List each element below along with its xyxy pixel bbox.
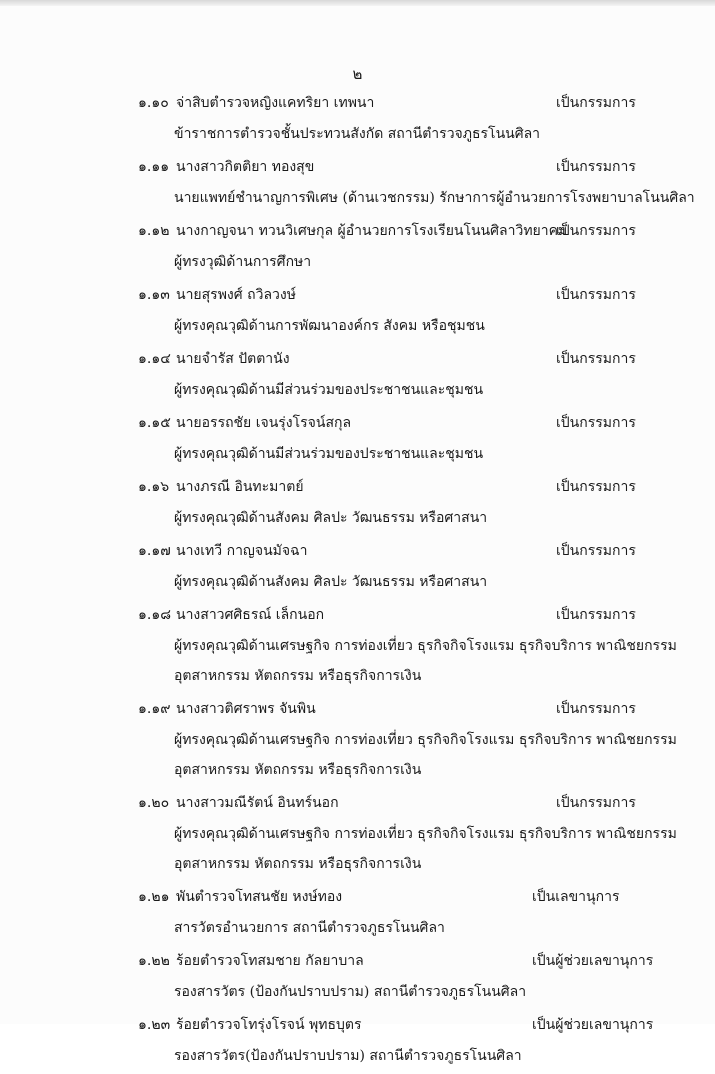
member-name: พันตำรวจโทสนชัย หงษ์ทอง xyxy=(176,889,343,905)
member-description: ผู้ทรงคุณวุฒิด้านเศรษฐกิจ การท่องเที่ยว ธุรกิจกิจโรงแรม ธุรกิจบริการ พาณิชยกรรม xyxy=(174,826,677,842)
member-role: เป็นกรรมการ xyxy=(556,159,636,175)
member-description: นายแพทย์ชำนาญการพิเศษ (ด้านเวชกรรม) รักษาการผู้อำนวยการโรงพยาบาลโนนศิลา xyxy=(174,190,695,206)
member-description: อุตสาหกรรม หัตถกรรม หรือธุรกิจการเงิน xyxy=(174,762,422,778)
member-role: เป็นกรรมการ xyxy=(556,95,636,111)
committee-member-entry xyxy=(0,536,715,597)
member-row xyxy=(0,152,715,183)
member-name: นายอรรถชัย เจนรุ่งโรจน์สกุล xyxy=(176,415,352,431)
member-description: ผู้ทรงคุณวุฒิด้านเศรษฐกิจ การท่องเที่ยว ธุรกิจกิจโรงแรม ธุรกิจบริการ พาณิชยกรรม xyxy=(174,732,677,748)
member-description: อุตสาหกรรม หัตถกรรม หรือธุรกิจการเงิน xyxy=(174,668,422,684)
member-role: เป็นกรรมการ xyxy=(556,543,636,559)
committee-member-entry xyxy=(0,408,715,469)
item-number: ๑.๑๒ xyxy=(138,223,170,239)
member-name: นางกาญจนา ทวนวิเศษกุล ผู้อำนวยการโรงเรียนโนนศิลาวิทยาคม xyxy=(176,223,568,239)
member-name: นางสาวศศิธรณ์ เล็กนอก xyxy=(176,607,325,623)
item-number: ๑.๑๘ xyxy=(138,607,172,623)
member-row xyxy=(0,216,715,247)
member-name: นางสาวมณีรัตน์ อินทร์นอก xyxy=(176,795,339,811)
member-description: อุตสาหกรรม หัตถกรรม หรือธุรกิจการเงิน xyxy=(174,856,422,872)
committee-member-entry xyxy=(0,280,715,341)
page-number: ๒ xyxy=(352,65,363,83)
member-role: เป็นกรรมการ xyxy=(556,607,636,623)
item-number: ๑.๑๗ xyxy=(138,543,171,559)
member-role: เป็นกรรมการ xyxy=(556,701,636,717)
item-number: ๑.๑๖ xyxy=(138,479,170,495)
member-role: เป็นกรรมการ xyxy=(556,795,636,811)
member-role: เป็นกรรมการ xyxy=(556,223,636,239)
member-description: รองสารวัตร(ป้องกันปราบปราม) สถานีตำรวจภูธรโนนศิลา xyxy=(174,1048,522,1064)
item-number: ๑.๒๓ xyxy=(138,1017,171,1033)
member-name: ร้อยตำรวจโทสมชาย กัลยาบาล xyxy=(176,953,364,969)
member-description: รองสารวัตร (ป้องกันปราบปราม) สถานีตำรวจภูธรโนนศิลา xyxy=(174,984,527,1000)
member-name: นายสุรพงศ์ ถวิลวงษ์ xyxy=(176,287,296,303)
committee-member-entry xyxy=(0,600,715,691)
member-row xyxy=(0,472,715,503)
scan-top-edge xyxy=(0,0,715,6)
item-number: ๑.๒๑ xyxy=(138,889,170,905)
committee-member-entry xyxy=(0,882,715,943)
member-role: เป็นผู้ช่วยเลขานุการ xyxy=(532,1017,654,1033)
committee-member-entry xyxy=(0,472,715,533)
member-role: เป็นเลขานุการ xyxy=(532,889,620,905)
member-name: นางสาวกิตติยา ทองสุข xyxy=(176,159,315,175)
member-role: เป็นกรรมการ xyxy=(556,415,636,431)
member-row xyxy=(0,694,715,725)
member-row xyxy=(0,1010,715,1041)
committee-member-entry xyxy=(0,694,715,785)
member-name: นางภรณี อินทะมาตย์ xyxy=(176,479,304,495)
member-description: ผู้ทรงคุณวุฒิด้านมีส่วนร่วมของประชาชนและชุมชน xyxy=(174,382,484,398)
committee-member-entry xyxy=(0,1010,715,1071)
member-row xyxy=(0,344,715,375)
member-role: เป็นกรรมการ xyxy=(556,479,636,495)
member-description: ข้าราชการตำรวจชั้นประทวนสังกัด สถานีตำรวจภูธรโนนศิลา xyxy=(174,126,541,142)
member-role: เป็นผู้ช่วยเลขานุการ xyxy=(532,953,654,969)
member-row xyxy=(0,88,715,119)
member-name: ร้อยตำรวจโทรุ่งโรจน์ พุทธบุตร xyxy=(176,1017,362,1033)
member-row xyxy=(0,882,715,913)
member-role: เป็นกรรมการ xyxy=(556,351,636,367)
member-row xyxy=(0,788,715,819)
item-number: ๑.๑๐ xyxy=(138,95,169,111)
committee-member-entry xyxy=(0,88,715,149)
member-row xyxy=(0,600,715,631)
member-description: ผู้ทรงคุณวุฒิด้านสังคม ศิลปะ วัฒนธรรม หรือศาสนา xyxy=(174,510,488,526)
member-description: ผู้ทรงคุณวุฒิด้านสังคม ศิลปะ วัฒนธรรม หรือศาสนา xyxy=(174,574,488,590)
item-number: ๑.๑๓ xyxy=(138,287,170,303)
member-name: นางสาวติศราพร จันพิน xyxy=(176,701,316,717)
committee-member-entry xyxy=(0,946,715,1007)
committee-member-list xyxy=(0,88,715,1074)
member-row xyxy=(0,536,715,567)
item-number: ๑.๒๒ xyxy=(138,953,170,969)
member-name: นางเทวี กาญจนมัจฉา xyxy=(176,543,308,559)
committee-member-entry xyxy=(0,788,715,879)
member-role: เป็นกรรมการ xyxy=(556,287,636,303)
member-description: ผู้ทรงคุณวุฒิด้านมีส่วนร่วมของประชาชนและชุมชน xyxy=(174,446,484,462)
item-number: ๑.๑๔ xyxy=(138,351,171,367)
committee-member-entry xyxy=(0,152,715,213)
item-number: ๑.๑๑ xyxy=(138,159,170,175)
member-description: ผู้ทรงวุฒิด้านการศึกษา xyxy=(174,254,312,270)
member-description: สารวัตรอำนวยการ สถานีตำรวจภูธรโนนศิลา xyxy=(174,920,445,936)
item-number: ๑.๑๙ xyxy=(138,701,171,717)
item-number: ๑.๒๐ xyxy=(138,795,170,811)
member-description: ผู้ทรงคุณวุฒิด้านเศรษฐกิจ การท่องเที่ยว ธุรกิจกิจโรงแรม ธุรกิจบริการ พาณิชยกรรม xyxy=(174,638,677,654)
member-row xyxy=(0,280,715,311)
member-description: ผู้ทรงคุณวุฒิด้านการพัฒนาองค์กร สังคม หรือชุมชน xyxy=(174,318,485,334)
member-name: จ่าสิบตำรวจหญิงแคทริยา เทพนา xyxy=(176,95,375,111)
member-row xyxy=(0,946,715,977)
committee-member-entry xyxy=(0,344,715,405)
member-row xyxy=(0,408,715,439)
member-name: นายจำรัส ปัตตานัง xyxy=(176,351,290,367)
committee-member-entry xyxy=(0,216,715,277)
item-number: ๑.๑๕ xyxy=(138,415,171,431)
